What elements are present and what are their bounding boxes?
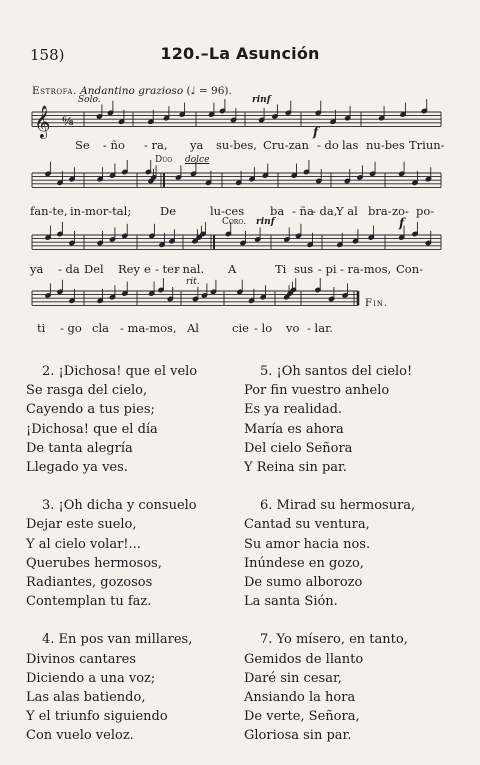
stanza-line: Por fin vuestro anhelo xyxy=(244,383,390,399)
music-score xyxy=(0,0,480,340)
lyric-syllable: ya xyxy=(190,138,204,152)
lyric-syllable: - pi xyxy=(318,262,337,276)
lyric-syllable: - go xyxy=(60,321,82,335)
stanza-line: La santa Sión. xyxy=(244,594,338,610)
stanza-first-line xyxy=(26,630,197,649)
lyric-syllable: De xyxy=(160,204,177,218)
stanza-line: Con vuelo veloz. xyxy=(26,728,134,744)
lyric-syllable: - do xyxy=(317,138,339,152)
stanza-line: Se rasga del cielo, xyxy=(26,383,148,399)
rinf-direction-2: rinf xyxy=(256,217,275,227)
stanza xyxy=(26,362,197,477)
stanza-line: María es ahora xyxy=(244,421,344,437)
stanza-line: Contemplan tu faz. xyxy=(26,594,152,610)
lyric-syllable: ba xyxy=(270,204,285,218)
stanza-line: Gloriosa sin par. xyxy=(244,728,352,744)
stanza-number: 2. xyxy=(42,364,59,379)
lyric-syllable: Triun- xyxy=(409,138,445,152)
stanza xyxy=(244,362,415,477)
lyric-syllable: - ño xyxy=(103,138,125,152)
quarter-note-icon: ♩ xyxy=(190,85,196,97)
lyric-syllable: cie xyxy=(232,321,249,335)
lyric-syllable: nu-bes xyxy=(366,138,405,152)
stanza-number: 5. xyxy=(260,364,277,379)
estrofa-label: Estrofa. xyxy=(32,85,77,97)
stanza-first-line xyxy=(244,496,415,515)
stanza-line: De verte, Señora, xyxy=(244,709,360,725)
tempo-marking: Andantino grazioso xyxy=(80,85,184,97)
metronome-open: ( xyxy=(186,85,191,97)
dolce-direction: dolce xyxy=(185,155,210,165)
stanza-number: 6. xyxy=(260,498,277,514)
coro-direction: Coro. xyxy=(222,217,247,227)
lyric-syllable: las xyxy=(342,138,359,152)
verses-left-column xyxy=(26,362,197,765)
lyric-syllable: Cru-zan xyxy=(263,138,309,152)
stanza-line: ¡Dichosa! que el día xyxy=(26,421,158,437)
stanza-line-text: En pos van millares, xyxy=(58,632,193,648)
lyric-syllable: Del xyxy=(84,262,104,276)
lyric-syllable: - ter xyxy=(155,262,180,276)
forte-dynamic-1: f xyxy=(313,125,319,139)
page-number: 158) xyxy=(30,46,65,64)
stanza-line: Su amor hacia nos. xyxy=(244,536,371,552)
lyric-syllable: - lo xyxy=(254,321,273,335)
stanza-number: 3. xyxy=(42,498,59,514)
stanza-line-text: ¡Oh santos del cielo! xyxy=(276,364,413,379)
lyric-syllable: - lar. xyxy=(307,321,333,335)
stanza xyxy=(26,630,197,745)
lyric-syllable: - ra, xyxy=(144,138,168,152)
stanza-line-text: ¡Dichosa! que el velo xyxy=(58,364,198,379)
lyric-syllable: e xyxy=(144,262,151,276)
lyric-syllable: - da xyxy=(58,262,80,276)
lyric-syllable: - ma-mos, xyxy=(120,321,177,335)
lyric-syllable: Ti xyxy=(275,262,287,276)
stanza-line-text: Yo mísero, en tanto, xyxy=(276,632,408,648)
stanza-line: De tanta alegría xyxy=(26,440,133,456)
lyric-syllable: fan-te, xyxy=(30,204,68,218)
lyric-syllable: ya xyxy=(30,262,44,276)
stanza-line: Cantad su ventura, xyxy=(244,517,370,533)
lyric-syllable: Con- xyxy=(396,262,424,276)
lyric-syllable: Se xyxy=(75,138,90,152)
stanza-line: Gemidos de llanto xyxy=(244,651,364,667)
rit-direction: rit. xyxy=(186,277,200,287)
lyric-syllable: zo- xyxy=(392,204,409,218)
stanza-first-line xyxy=(26,362,197,381)
lyric-syllable: - nal. xyxy=(175,262,205,276)
lyric-syllable: sus xyxy=(294,262,314,276)
stanza-line: Inúndese en gozo, xyxy=(244,555,364,571)
lyric-syllable: - ña xyxy=(292,204,314,218)
stanza-line: Las alas batiendo, xyxy=(26,690,146,706)
stanza-line: Divinos cantares xyxy=(26,651,137,667)
lyric-syllable: vo xyxy=(286,321,300,335)
stanza-line-text: ¡Oh dicha y consuelo xyxy=(58,498,197,514)
stanza xyxy=(26,496,197,611)
stanza-line: Querubes hermosos, xyxy=(26,555,162,571)
stanza-line: De sumo alborozo xyxy=(244,575,363,591)
stanza-line: Diciendo a una voz; xyxy=(26,670,156,686)
verses-right-column xyxy=(244,362,415,765)
treble-clef-icon: 𝄞 xyxy=(34,105,51,138)
lyric-syllable: po- xyxy=(416,204,435,218)
stanza-line: Y Reina sin par. xyxy=(244,460,347,476)
stanza-line: Daré sin cesar, xyxy=(244,670,342,686)
stanza-first-line xyxy=(244,630,415,649)
lyric-syllable: A xyxy=(228,262,237,276)
lyric-syllable: su-bes, xyxy=(216,138,257,152)
stanza-number: 7. xyxy=(260,632,277,648)
stanza-line: Cayendo a tus pies; xyxy=(26,402,155,418)
lyric-syllable: Rey xyxy=(118,262,140,276)
stanza-line: Radiantes, gozosos xyxy=(26,575,153,591)
forte-dynamic-2: f xyxy=(399,216,405,230)
lyric-syllable: ti xyxy=(37,321,46,335)
lyric-syllable: Al xyxy=(187,321,199,335)
solo-direction: Solo. xyxy=(78,95,101,105)
stanza xyxy=(244,630,415,745)
stanza-line: Llegado ya ves. xyxy=(26,460,128,476)
lyric-syllable: in-mor-tal; xyxy=(70,204,132,218)
metronome-value: = 96). xyxy=(198,85,232,97)
lyric-syllable: lu-ces xyxy=(210,204,245,218)
stanza-line: Dejar este suelo, xyxy=(26,517,137,533)
lyric-syllable: Y al xyxy=(336,204,358,218)
lyric-syllable: - da, xyxy=(312,204,338,218)
stanza-line: Y al cielo volar!... xyxy=(26,536,141,552)
stanza-line-text: Mirad su hermosura, xyxy=(276,498,416,514)
rinf-direction-1: rinf xyxy=(252,95,271,105)
time-signature: ⁶⁄₈ xyxy=(62,115,74,128)
fin-marking: Fin. xyxy=(365,298,389,309)
lyric-syllable: bra- xyxy=(368,204,392,218)
stanza-first-line xyxy=(26,496,197,515)
stanza-number: 4. xyxy=(42,632,59,648)
stanza xyxy=(244,496,415,611)
stanza-first-line xyxy=(244,362,415,381)
lyric-syllable: cla xyxy=(92,321,109,335)
song-title: 120.–La Asunción xyxy=(160,44,320,63)
stanza-line: Y el triunfo siguiendo xyxy=(26,709,168,725)
stanza-line: Del cielo Señora xyxy=(244,440,353,456)
duo-direction: Dúo xyxy=(155,155,173,165)
stanza-line: Ansiando la hora xyxy=(244,690,356,706)
lyric-syllable: - ra-mos, xyxy=(340,262,392,276)
stanza-line: Es ya realidad. xyxy=(244,402,343,418)
